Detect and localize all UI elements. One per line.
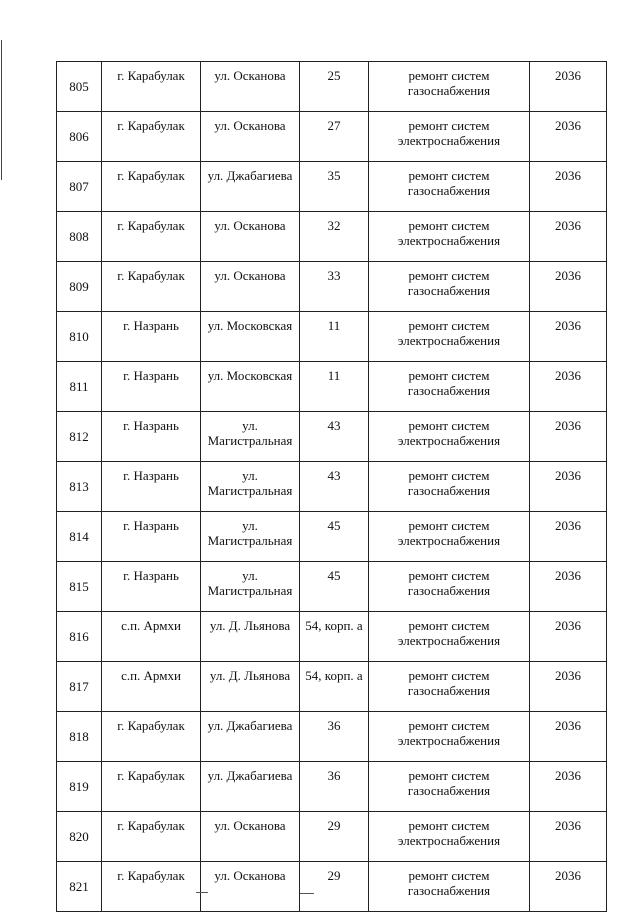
house-number-cell	[300, 462, 369, 512]
row-number	[57, 812, 102, 862]
table-row	[57, 562, 607, 612]
house-number-cell-text: 35	[327, 168, 341, 183]
street-cell	[201, 712, 300, 762]
row-number-text: 821	[69, 879, 89, 894]
table-body	[57, 62, 607, 912]
row-number	[57, 262, 102, 312]
year-cell	[530, 862, 607, 912]
locality-cell-text: г. Карабулак	[117, 818, 185, 833]
year-cell-text: 2036	[555, 768, 581, 783]
locality-cell	[102, 62, 201, 112]
repair-type-cell-text: ремонт систем газоснабжения	[407, 468, 491, 498]
repair-type-cell	[369, 862, 530, 912]
repair-type-cell	[369, 112, 530, 162]
house-number-cell-text: 36	[327, 768, 341, 783]
locality-cell-text: г. Карабулак	[117, 118, 185, 133]
house-number-cell	[300, 362, 369, 412]
locality-cell-text: г. Карабулак	[117, 718, 185, 733]
row-number	[57, 762, 102, 812]
year-cell	[530, 662, 607, 712]
repair-type-cell	[369, 312, 530, 362]
repair-type-cell	[369, 712, 530, 762]
repair-type-cell-text: ремонт систем газоснабжения	[407, 568, 491, 598]
street-cell	[201, 512, 300, 562]
row-number	[57, 862, 102, 912]
repair-type-cell-text: ремонт систем электроснабжения	[397, 518, 501, 548]
house-number-cell-text: 11	[327, 368, 341, 383]
year-cell	[530, 162, 607, 212]
house-number-cell-text: 36	[327, 718, 341, 733]
locality-cell-text: г. Карабулак	[117, 68, 185, 83]
row-number-text: 818	[69, 729, 89, 744]
house-number-cell-text: 29	[327, 868, 341, 883]
year-cell-text: 2036	[555, 368, 581, 383]
house-number-cell	[300, 612, 369, 662]
row-number-text: 805	[69, 79, 89, 94]
locality-cell-text: г. Назрань	[123, 418, 179, 433]
year-cell-text: 2036	[555, 318, 581, 333]
house-number-cell	[300, 312, 369, 362]
locality-cell	[102, 662, 201, 712]
row-number-text: 809	[69, 279, 89, 294]
street-cell-text: ул. Московская	[207, 368, 293, 383]
table-row	[57, 312, 607, 362]
street-cell	[201, 162, 300, 212]
table-row	[57, 62, 607, 112]
year-cell-text: 2036	[555, 718, 581, 733]
street-cell	[201, 562, 300, 612]
house-number-cell-text: 54, корп. а	[305, 618, 363, 633]
locality-cell	[102, 562, 201, 612]
scan-artifact-mark	[300, 893, 314, 894]
year-cell	[530, 62, 607, 112]
house-number-cell	[300, 212, 369, 262]
repair-type-cell	[369, 462, 530, 512]
repair-type-cell	[369, 262, 530, 312]
street-cell-text: ул. Магистральная	[207, 568, 293, 598]
house-number-cell	[300, 112, 369, 162]
house-number-cell-text: 11	[327, 318, 341, 333]
locality-cell-text: с.п. Армхи	[121, 618, 181, 633]
house-number-cell	[300, 812, 369, 862]
street-cell-text: ул. Осканова	[214, 818, 286, 833]
street-cell-text: ул. Магистральная	[207, 518, 293, 548]
repair-type-cell-text: ремонт систем газоснабжения	[407, 268, 491, 298]
house-number-cell-text: 43	[327, 418, 341, 433]
table-row	[57, 862, 607, 912]
house-number-cell-text: 27	[327, 118, 341, 133]
street-cell-text: ул. Д. Льянова	[209, 618, 291, 633]
locality-cell-text: г. Назрань	[123, 368, 179, 383]
row-number	[57, 412, 102, 462]
year-cell-text: 2036	[555, 168, 581, 183]
locality-cell-text: г. Карабулак	[117, 768, 185, 783]
repair-type-cell-text: ремонт систем электроснабжения	[397, 618, 501, 648]
street-cell-text: ул. Осканова	[214, 268, 286, 283]
row-number-text: 810	[69, 329, 89, 344]
year-cell-text: 2036	[555, 118, 581, 133]
street-cell-text: ул. Джабагиева	[207, 168, 293, 183]
street-cell	[201, 662, 300, 712]
year-cell	[530, 112, 607, 162]
year-cell-text: 2036	[555, 568, 581, 583]
repair-type-cell-text: ремонт систем электроснабжения	[397, 818, 501, 848]
house-number-cell	[300, 512, 369, 562]
street-cell-text: ул. Магистральная	[207, 468, 293, 498]
row-number	[57, 312, 102, 362]
housing-repair-table	[56, 61, 607, 912]
street-cell-text: ул. Осканова	[214, 118, 286, 133]
table-row	[57, 262, 607, 312]
table-row	[57, 512, 607, 562]
year-cell	[530, 562, 607, 612]
year-cell	[530, 262, 607, 312]
locality-cell	[102, 762, 201, 812]
repair-type-cell	[369, 762, 530, 812]
locality-cell	[102, 162, 201, 212]
year-cell	[530, 362, 607, 412]
year-cell	[530, 812, 607, 862]
street-cell	[201, 862, 300, 912]
locality-cell-text: г. Карабулак	[117, 268, 185, 283]
street-cell	[201, 612, 300, 662]
street-cell	[201, 462, 300, 512]
repair-type-cell-text: ремонт систем газоснабжения	[407, 668, 491, 698]
house-number-cell	[300, 662, 369, 712]
street-cell-text: ул. Магистральная	[207, 418, 293, 448]
street-cell-text: ул. Осканова	[214, 868, 286, 883]
locality-cell	[102, 862, 201, 912]
house-number-cell-text: 32	[327, 218, 341, 233]
house-number-cell-text: 45	[327, 518, 341, 533]
row-number	[57, 562, 102, 612]
year-cell-text: 2036	[555, 668, 581, 683]
street-cell	[201, 62, 300, 112]
street-cell-text: ул. Осканова	[214, 68, 286, 83]
table-row	[57, 712, 607, 762]
house-number-cell-text: 33	[327, 268, 341, 283]
row-number	[57, 362, 102, 412]
row-number-text: 808	[69, 229, 89, 244]
house-number-cell	[300, 712, 369, 762]
locality-cell	[102, 712, 201, 762]
house-number-cell-text: 45	[327, 568, 341, 583]
row-number-text: 816	[69, 629, 89, 644]
street-cell	[201, 362, 300, 412]
repair-type-cell	[369, 62, 530, 112]
row-number-text: 811	[69, 379, 89, 394]
year-cell-text: 2036	[555, 868, 581, 883]
repair-type-cell-text: ремонт систем электроснабжения	[397, 318, 501, 348]
house-number-cell	[300, 762, 369, 812]
locality-cell	[102, 412, 201, 462]
house-number-cell-text: 25	[327, 68, 341, 83]
year-cell	[530, 712, 607, 762]
locality-cell	[102, 612, 201, 662]
row-number	[57, 662, 102, 712]
locality-cell	[102, 312, 201, 362]
table-row	[57, 612, 607, 662]
year-cell	[530, 212, 607, 262]
year-cell-text: 2036	[555, 68, 581, 83]
street-cell	[201, 812, 300, 862]
house-number-cell	[300, 862, 369, 912]
year-cell	[530, 612, 607, 662]
row-number	[57, 712, 102, 762]
row-number	[57, 462, 102, 512]
street-cell	[201, 312, 300, 362]
year-cell-text: 2036	[555, 418, 581, 433]
repair-type-cell-text: ремонт систем электроснабжения	[397, 118, 501, 148]
table-row	[57, 362, 607, 412]
repair-type-cell-text: ремонт систем газоснабжения	[407, 868, 491, 898]
house-number-cell	[300, 262, 369, 312]
repair-type-cell-text: ремонт систем электроснабжения	[397, 218, 501, 248]
house-number-cell-text: 29	[327, 818, 341, 833]
locality-cell-text: г. Назрань	[123, 468, 179, 483]
row-number-text: 820	[69, 829, 89, 844]
repair-type-cell	[369, 412, 530, 462]
street-cell-text: ул. Д. Льянова	[209, 668, 291, 683]
row-number	[57, 612, 102, 662]
street-cell	[201, 112, 300, 162]
row-number-text: 807	[69, 179, 89, 194]
table-row	[57, 662, 607, 712]
repair-type-cell	[369, 562, 530, 612]
year-cell-text: 2036	[555, 518, 581, 533]
street-cell	[201, 762, 300, 812]
repair-type-cell-text: ремонт систем газоснабжения	[407, 168, 491, 198]
table-row	[57, 812, 607, 862]
street-cell-text: ул. Осканова	[214, 218, 286, 233]
locality-cell	[102, 262, 201, 312]
locality-cell-text: г. Карабулак	[117, 218, 185, 233]
house-number-cell	[300, 62, 369, 112]
year-cell-text: 2036	[555, 818, 581, 833]
table-row	[57, 762, 607, 812]
house-number-cell	[300, 412, 369, 462]
repair-type-cell-text: ремонт систем электроснабжения	[397, 718, 501, 748]
locality-cell-text: г. Назрань	[123, 568, 179, 583]
repair-type-cell	[369, 612, 530, 662]
house-number-cell-text: 43	[327, 468, 341, 483]
table-row	[57, 462, 607, 512]
row-number	[57, 212, 102, 262]
locality-cell-text: г. Карабулак	[117, 868, 185, 883]
house-number-cell	[300, 562, 369, 612]
row-number	[57, 162, 102, 212]
row-number	[57, 512, 102, 562]
year-cell	[530, 312, 607, 362]
binding-margin-line	[1, 40, 2, 180]
locality-cell-text: г. Карабулак	[117, 168, 185, 183]
street-cell	[201, 412, 300, 462]
row-number-text: 813	[69, 479, 89, 494]
row-number-text: 815	[69, 579, 89, 594]
year-cell	[530, 412, 607, 462]
locality-cell-text: г. Назрань	[123, 318, 179, 333]
repair-type-cell-text: ремонт систем электроснабжения	[397, 418, 501, 448]
locality-cell	[102, 812, 201, 862]
repair-type-cell-text: ремонт систем газоснабжения	[407, 368, 491, 398]
repair-type-cell-text: ремонт систем газоснабжения	[407, 768, 491, 798]
table-row	[57, 162, 607, 212]
street-cell-text: ул. Джабагиева	[207, 718, 293, 733]
locality-cell	[102, 212, 201, 262]
row-number-text: 814	[69, 529, 89, 544]
table-row	[57, 212, 607, 262]
row-number-text: 812	[69, 429, 89, 444]
row-number-text: 817	[69, 679, 89, 694]
repair-type-cell-text: ремонт систем газоснабжения	[407, 68, 491, 98]
locality-cell	[102, 512, 201, 562]
table-row	[57, 412, 607, 462]
house-number-cell	[300, 162, 369, 212]
locality-cell	[102, 112, 201, 162]
year-cell	[530, 462, 607, 512]
repair-type-cell	[369, 662, 530, 712]
year-cell	[530, 512, 607, 562]
year-cell-text: 2036	[555, 618, 581, 633]
house-number-cell-text: 54, корп. а	[305, 668, 363, 683]
year-cell-text: 2036	[555, 468, 581, 483]
table-row	[57, 112, 607, 162]
street-cell	[201, 262, 300, 312]
year-cell-text: 2036	[555, 268, 581, 283]
row-number-text: 806	[69, 129, 89, 144]
repair-type-cell	[369, 812, 530, 862]
street-cell-text: ул. Московская	[207, 318, 293, 333]
locality-cell-text: с.п. Армхи	[121, 668, 181, 683]
repair-type-cell	[369, 512, 530, 562]
locality-cell	[102, 462, 201, 512]
row-number	[57, 62, 102, 112]
repair-type-cell	[369, 362, 530, 412]
year-cell	[530, 762, 607, 812]
year-cell-text: 2036	[555, 218, 581, 233]
scan-artifact-mark	[196, 892, 208, 893]
row-number-text: 819	[69, 779, 89, 794]
repair-type-cell	[369, 212, 530, 262]
locality-cell	[102, 362, 201, 412]
locality-cell-text: г. Назрань	[123, 518, 179, 533]
street-cell	[201, 212, 300, 262]
row-number	[57, 112, 102, 162]
repair-type-cell	[369, 162, 530, 212]
street-cell-text: ул. Джабагиева	[207, 768, 293, 783]
